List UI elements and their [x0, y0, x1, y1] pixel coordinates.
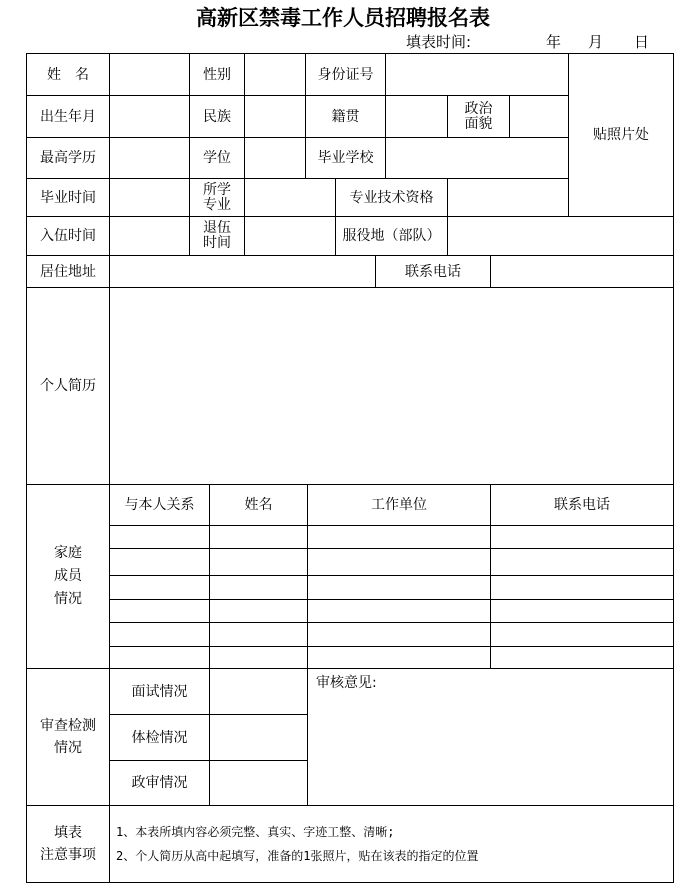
- interview-input[interactable]: [209, 668, 308, 715]
- id-number-label: 身份证号: [305, 53, 386, 96]
- resume-input[interactable]: [109, 287, 674, 485]
- family-cell[interactable]: [307, 575, 491, 600]
- school-label: 毕业学校: [305, 137, 386, 179]
- resume-label: 个人简历: [26, 287, 110, 485]
- birth-input[interactable]: [109, 95, 190, 138]
- photo-label: 贴照片处: [593, 127, 649, 143]
- degree-label: 学位: [189, 137, 245, 179]
- family-cell[interactable]: [307, 599, 491, 623]
- family-cell[interactable]: [307, 548, 491, 576]
- family-cell[interactable]: [109, 622, 210, 647]
- phone-label: 联系电话: [375, 255, 491, 288]
- family-cell[interactable]: [490, 646, 674, 669]
- family-cell[interactable]: [209, 525, 308, 549]
- fill-date-row: [0, 31, 686, 53]
- family-cell[interactable]: [109, 575, 210, 600]
- family-cell[interactable]: [307, 525, 491, 549]
- review-label: 审查检测 情况: [26, 668, 110, 806]
- family-header-phone: 联系电话: [490, 484, 674, 526]
- service-place-input[interactable]: [447, 216, 674, 256]
- family-cell[interactable]: [490, 548, 674, 576]
- year-label: 年: [546, 33, 562, 51]
- major-label: 所学 专业: [189, 178, 245, 217]
- family-cell[interactable]: [307, 622, 491, 647]
- gender-input[interactable]: [244, 53, 306, 96]
- qualification-label: 专业技术资格: [335, 178, 448, 217]
- family-cell[interactable]: [109, 548, 210, 576]
- family-cell[interactable]: [209, 646, 308, 669]
- family-cell[interactable]: [109, 525, 210, 549]
- enlist-time-input[interactable]: [109, 216, 190, 256]
- discharge-time-input[interactable]: [244, 216, 336, 256]
- family-header-work: 工作单位: [307, 484, 491, 526]
- day-label: 日: [634, 33, 650, 51]
- address-input[interactable]: [109, 255, 376, 288]
- family-cell[interactable]: [490, 622, 674, 647]
- political-review-input[interactable]: [209, 760, 308, 806]
- notes-content: [109, 805, 674, 883]
- note-line-2: 2、个人简历从高中起填写，准备的1张照片，贴在该表的指定的位置: [116, 849, 479, 863]
- note-line-1: 1、本表所填内容必须完整、真实、字迹工整、清晰;: [116, 825, 395, 839]
- education-label: 最高学历: [26, 137, 110, 179]
- month-label: 月: [588, 33, 604, 51]
- political-status-label: 政治 面貌: [447, 95, 510, 138]
- interview-label: 面试情况: [109, 668, 210, 715]
- family-cell[interactable]: [109, 599, 210, 623]
- family-label: 家庭 成员 情况: [26, 484, 110, 669]
- discharge-time-label: 退伍 时间: [189, 216, 245, 256]
- family-cell[interactable]: [209, 622, 308, 647]
- family-cell[interactable]: [490, 599, 674, 623]
- qualification-input[interactable]: [447, 178, 569, 217]
- address-label: 居住地址: [26, 255, 110, 288]
- physical-label: 体检情况: [109, 714, 210, 761]
- physical-input[interactable]: [209, 714, 308, 761]
- school-input[interactable]: [385, 137, 569, 179]
- native-place-label: 籍贯: [305, 95, 386, 138]
- review-opinion-label: 审核意见:: [316, 675, 377, 691]
- family-cell[interactable]: [307, 646, 491, 669]
- family-cell[interactable]: [490, 575, 674, 600]
- notes-label: 填表 注意事项: [26, 805, 110, 883]
- birth-label: 出生年月: [26, 95, 110, 138]
- major-input[interactable]: [244, 178, 336, 217]
- enlist-time-label: 入伍时间: [26, 216, 110, 256]
- review-opinion-box[interactable]: [307, 668, 674, 806]
- name-input[interactable]: [109, 53, 190, 96]
- education-input[interactable]: [109, 137, 190, 179]
- name-label: 姓 名: [26, 53, 110, 96]
- form-title: 高新区禁毒工作人员招聘报名表: [196, 5, 490, 30]
- political-review-label: 政审情况: [109, 760, 210, 806]
- ethnicity-label: 民族: [189, 95, 245, 138]
- ethnicity-input[interactable]: [244, 95, 306, 138]
- family-cell[interactable]: [209, 575, 308, 600]
- photo-area[interactable]: [568, 53, 674, 217]
- political-status-input[interactable]: [509, 95, 569, 138]
- family-header-name: 姓名: [209, 484, 308, 526]
- family-header-relation: 与本人关系: [109, 484, 210, 526]
- id-number-input[interactable]: [385, 53, 569, 96]
- fill-time-label: 填表时间:: [406, 33, 472, 51]
- service-place-label: 服役地（部队）: [335, 216, 448, 256]
- family-cell[interactable]: [209, 548, 308, 576]
- grad-time-input[interactable]: [109, 178, 190, 217]
- family-cell[interactable]: [490, 525, 674, 549]
- family-cell[interactable]: [209, 599, 308, 623]
- phone-input[interactable]: [490, 255, 674, 288]
- family-cell[interactable]: [109, 646, 210, 669]
- degree-input[interactable]: [244, 137, 306, 179]
- native-place-input[interactable]: [385, 95, 448, 138]
- grad-time-label: 毕业时间: [26, 178, 110, 217]
- gender-label: 性别: [189, 53, 245, 96]
